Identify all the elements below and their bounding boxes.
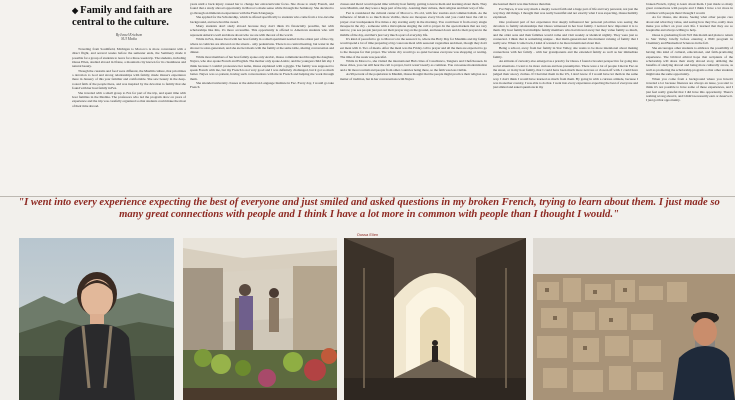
pull-quote: "I went into every experience expecting the best of everyone and just smiled and asked questions in my broken French, trying to learn about them. I just made so many great connections with people and I think I have a lot more in common with people than I thought I would." [18,197,720,221]
article-column-2 [190,2,334,194]
paragraph: As for Oussa, she shares, Seeing what other people care about and what they value, and seeing how they live, really does make you reflect on your own life. I learned that they are so hospitable and always willing to help. [646,15,733,33]
paragraph: When you come from a background where you haven't traveled a lot because finances are always an issue, you start to think it's not possible to have some of these experiences, and I just feel really grateful that I did have this opportunity. There's nothing wrong about it, and I didn't necessarily earn or deserve it. I just got that opportunity. [646,76,733,103]
city-illustration [533,238,735,400]
paragraph: years until a back injury caused her to change her extracurricular focus. She chose to study French, and found that a study abroad opportunity in Morocco made sense while through the Seminary. She decided to go through an immersion experience with the French language. [190,2,334,15]
headline-text: Family and faith are central to the culture. [72,5,173,28]
paragraph: classes and then I would spend time with my host family, getting to know them and learning about them. They were Muslim, and they were a huge part of the trip - learning their culture, their religion and their way of life. [340,2,487,11]
paragraph: As 99 percent of the population is Muslim, Oussa thought that the people might practice their religion as a matter of tradition, but in her conversations with Najwa [340,72,487,81]
paragraph: While in Morocco, she visited the international Hub cities of Casablanca, Tangiers and Chefchaouen. In those cities, you can still hear the call to prayer, but it wasn't nearly as common. You can sense modernization and a bit more tourism and people from other countries being there, so the faith was less visible. [340,59,487,72]
article-column-5 [646,2,733,194]
paragraph: Traveling from Southfield, Michigan to Morocco is more convenient with a direct flight, and several weeks before the semester ends, the Seminary made it possible for a group of students to leave for a three-week trip. The students, including Oussa Ellen, studied abroad in Ifrane, a mountain city known for its cleanliness and natural beauty. [72,46,186,69]
article-text-area [0,0,735,197]
paragraph: Oussa is graduating from SUJ this month and plans to return to Star Valley briefly before entering a PhD program in Chemistry and Biomedical Sciences in the fall. [646,32,733,46]
paragraph: She applied for the Scholarship, which is offered specifically to students who come from a low-income background, and received the award. [190,15,334,24]
paragraph: It's kind of peaceful to go to Morocco in the season it is, where the Holy Day for Muslims and my family would spend a lot of time preparing a big couscous meal with seasonal vegetables and meat, though they don't eat meat with it. Two of meals. After the meal was the Friday call to prayer and all the men are expected to go to the mosque for that prayer. The whole city would go so quiet because everyone was shopping or resting. The time of the week was peaceful. [340,37,487,59]
paragraph: One profound part of her experience that deeply influenced her personal priorities was seeing the devotion to family relationships that Oussa witnessed in her host family. I noticed how important it is to them. My host family had multiple family members who had moved away but they value family so much, and the older sons and their families would come and visit weekly or identical nightly. They were just so connected. I think that is something unique - that multi-generational involvement valuing of family that I really saw. When I come back, I kind of wanted to be more intentional about that. [493,19,638,46]
paragraph: An attitude of curiosity also emerged as a priority for Oussa. I found a broader perspective for going into social situations. I want to be more curious and less presumptive. There were a lot of people I met in Fez on the street, or in my host family, that I could have been much more nervous or closed-off with. I could have judged their snowy clothes. If I had met them in the US, I don't know if I would have let them in the same way. I don't think I would have learned as much from them. By going in with a curious attitude, because I was in another country, I was able to do that. I went into every experience expecting the best of everyone and just smiled and asked questions in my [493,59,638,90]
paragraph: Being a school, away from her family in Star Valley, she wants to be more intentional about making connections with her family - with her grandparents and the extended family as well as her immediate family. [493,46,638,59]
diamond-bullet-icon: ◆ [72,6,79,15]
portrait-illustration [19,238,174,400]
paragraph: She attended university classes at the American Language Institute in Fez. Every day, I would go take French [190,81,334,90]
article-column-4 [493,2,638,194]
photo-market-alley [183,238,337,400]
byline-author: By Israel Erickson [115,33,143,37]
paragraph: For Najwa, it was very much a deeply rooted faith and a huge part of life and very personal, not just the way they did things. I thought that was really beautiful and not exactly what I was expecting, Oussa humbly explained. [493,6,638,20]
corridor-illustration [344,238,526,400]
paragraph: Though the customs and food were different, the Muslim culture, that prioritizes a devotion to God and strong relationships with family, made Oussa's experience there in January of this year familiar and comfortable. She saw beauty in the deep-rooted faith of the people there, and was inspired by the devotion to family that she found with her host family in Fez. [72,68,186,91]
paragraph: Many students don't study abroad because they don't think it's financially possible, but with scholarships like this, it's more accessible. This opportunity is offered to American students who will represent America well and share about who we are with the rest of the world. [190,24,334,37]
paragraph: While in Fez, Oussa lived with her host family in a small apartment nestled in the oldest part of the city, where no vehicles are allowed on the streets - only pedestrians. There is no central heating, but water in the shower is solar-generated, and she ate her meals with the family at the same table, sharing conversation and dinner. [190,37,334,55]
article-column-1 [72,2,186,194]
paragraph: Fez is considered the cultural center of Morocco. It's old, with few tourists and commercialism. As the influence of Islam is so much more visible, there are mosques every block and you could hear the call to prayer over loudspeakers five times a day starting early in the morning. You could hear it from every single mosque in the city - someone with a microphone singing the call to prayer. In the open markets that are very narrow, you see people just put out their prayer rug on the ground, and kneel down and do their prayers in the middle of the day, and that's just very much a part of everyday life. [340,10,487,37]
paragraph: While most members of her host family spoke only Arabic, Oussa communicated through the daughter, Najwa, who also spoke French and English. The mother only spoke Arabic, and the youngest child felt shy. I think because I couldn't pronounce her name, Oussa explained with a giggle. The family was supposed to speak French with me, but my French is not very good and I was definitely challenged, but it got so much better. Najwa was so patient, having such conversations with me in French and helping me work through them. [190,54,334,81]
photo-arched-corridor [344,238,526,400]
article-headline [72,5,186,29]
paragraph: She traveled with a small group to Fez for part of the trip, and spent time with host families in the Medina. The professors who led the program drew on years of experience and the trip was carefully organized so that students could make the most of their time abroad. [72,90,186,108]
paragraph: broken French, trying to learn about them. I just made so many great connections with people and I think I have a lot more in common with people than I thought I would. [646,2,733,15]
photo-city-rooftops [533,238,735,400]
byline-title: SUJ Media [121,37,137,42]
paragraph: she learned that it was much more than that. [493,2,552,6]
byline [72,33,186,42]
article-column-3 [340,2,487,194]
photo-student-portrait [19,238,174,400]
paragraph: She encourages other students to embrace the possibility of having this kind of cultural, educational, and faith-promoting experience. The biblical ethical hope that recipients of the scholarship will share their study abroad story, utilizing the benefits of studying abroad and being more culturally aware, as well as promoting the scholarship program so that other students might take the same opportunity. [646,46,733,77]
market-illustration [183,238,337,400]
pull-quote-attribution: Oussa Ellen [356,232,379,237]
